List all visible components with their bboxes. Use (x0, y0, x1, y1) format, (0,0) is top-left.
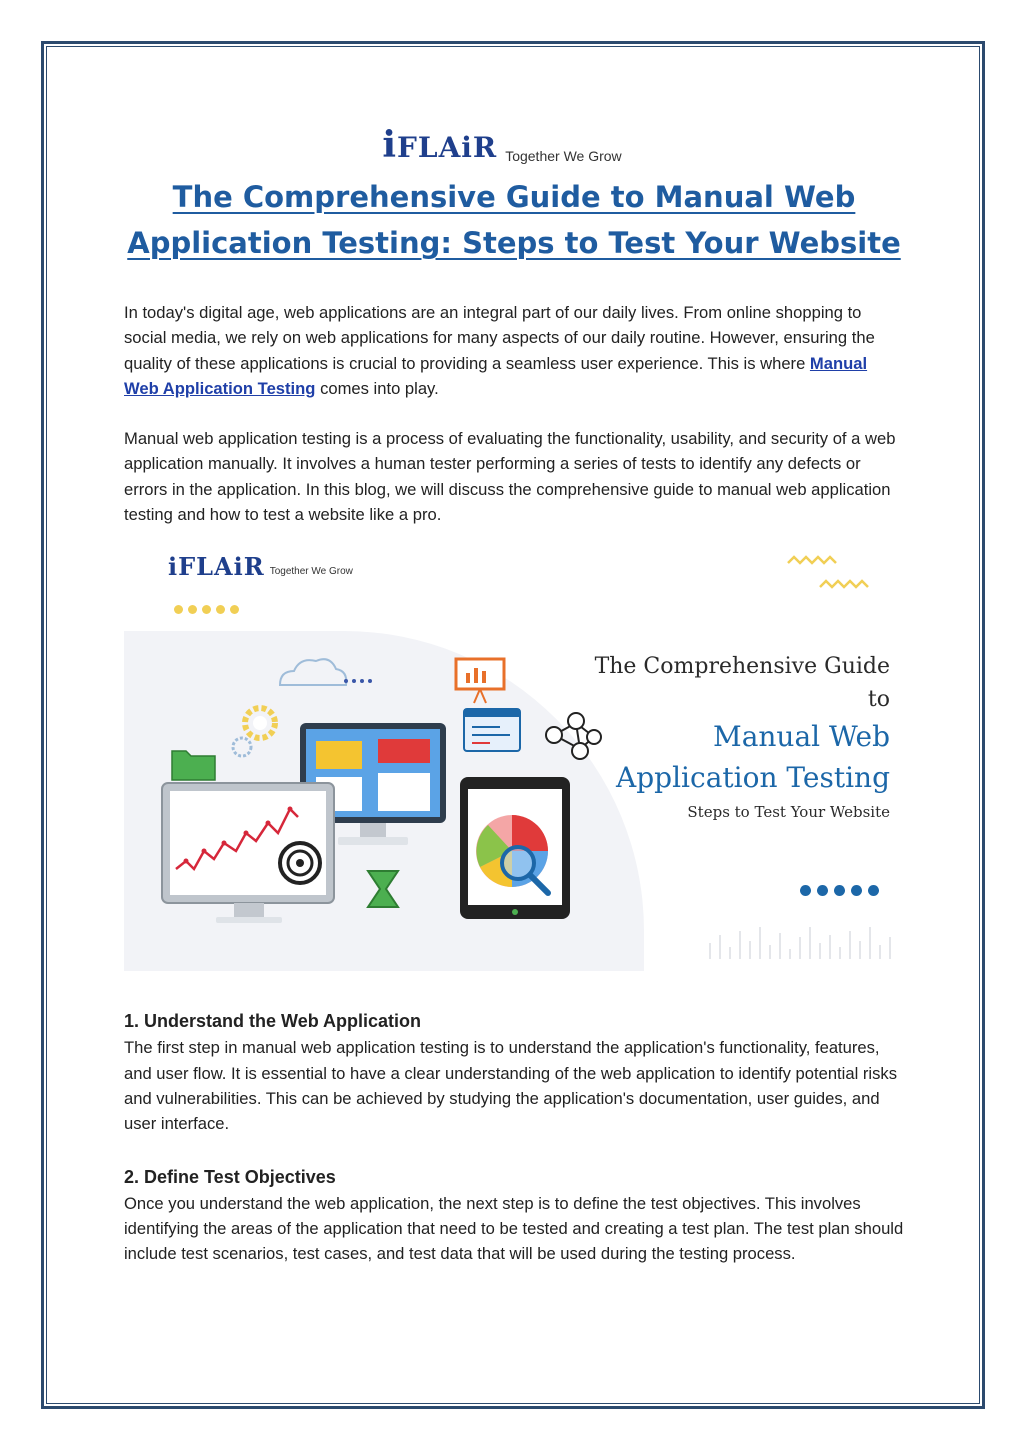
decorative-bars (710, 927, 890, 959)
hourglass-icon (368, 871, 398, 907)
brand-tagline: Together We Grow (505, 148, 622, 164)
blue-dots (800, 885, 879, 896)
tablet-pie-chart-icon (460, 777, 570, 919)
manual-testing-link[interactable]: Manual Web Application Testing (124, 353, 868, 398)
section-heading-2: 2. Define Test Objectives (124, 1166, 336, 1187)
brand-logo: iFLAiR (382, 124, 498, 166)
zigzag-decoration (788, 557, 836, 563)
header-logo (100, 118, 904, 166)
section-body-2: Once you understand the web application, the next step is to define the test objectives. This involves identifying the areas of the application that need to be tested and creating a test plan. The test plan should include test scenarios, test cases, and test data that will be used during the testing process. (124, 1193, 904, 1264)
hero-line-3: Manual Web (713, 720, 890, 754)
hero-brand-tagline: Together We Grow (269, 566, 353, 578)
code-window-icon (464, 709, 520, 751)
network-icon (546, 713, 601, 759)
gear-icon (233, 708, 275, 756)
hero-title-block (595, 651, 890, 825)
hero-logo (168, 552, 353, 582)
hero-line-4: Application Testing (616, 761, 890, 795)
analytics-monitor-icon (162, 783, 334, 923)
hero-line-1: The Comprehensive Guide (594, 654, 890, 680)
intro-paragraph-2: Manual web application testing is a process of evaluating the functionality, usability, and security of a web application manually. It involves a human tester performing a series of tests to identify any defects or errors in the application. In this blog, we will discuss the comprehensive guide to manual web application testing and how to test a website like a pro. (124, 429, 896, 525)
hero-brand-logo: iFLAiR (168, 552, 265, 582)
hero-line-2: to (867, 687, 890, 713)
document-content (124, 118, 904, 1266)
presentation-board-icon (456, 659, 504, 703)
hero-banner-image (124, 551, 904, 971)
page-title[interactable]: The Comprehensive Guide to Manual Web Application Testing: Steps to Test Your Website (127, 180, 901, 260)
dotted-line (344, 679, 372, 683)
zigzag-decoration (820, 581, 868, 587)
folder-icon (172, 751, 215, 780)
yellow-dots (174, 605, 239, 614)
hero-line-5: Steps to Test Your Website (687, 803, 890, 822)
section-heading-1: 1. Understand the Web Application (124, 1011, 422, 1032)
cloud-icon (280, 660, 346, 686)
intro-paragraph-1: In today's digital age, web applications are an integral part of our daily lives. From online shopping to social media, we rely on web applications for many aspects of our daily routine. However, ensuring the quality of these applications is crucial to providing a seamless user experience. This is where Manual Web Application Testing comes into play. (124, 303, 875, 398)
section-body-1: The first step in manual web application testing is to understand the application's functionality, features, and user flow. It is essential to have a clear understanding of the web application to identify potential risks and vulnerabilities. This can be achieved by studying the application's documentation, user guides, and user interface. (124, 1038, 897, 1134)
